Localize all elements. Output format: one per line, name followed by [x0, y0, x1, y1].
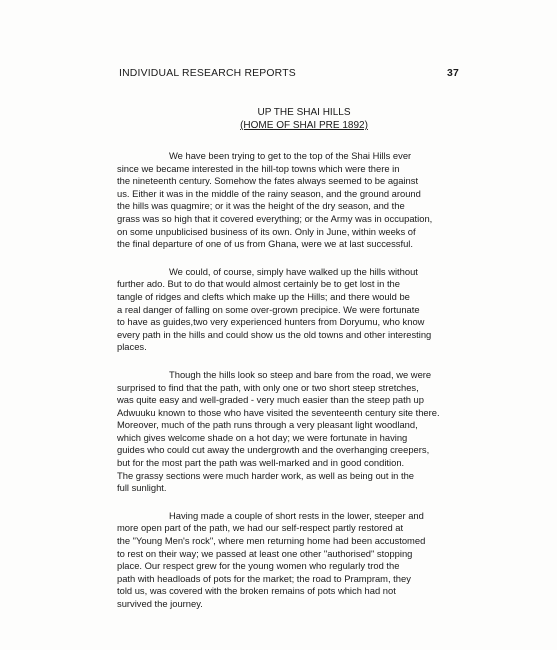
text-line: told us, was covered with the broken remains of pots which had not	[117, 585, 396, 597]
article-body	[117, 150, 497, 626]
title-line-1: UP THE SHAI HILLS	[257, 107, 351, 118]
text-line: every path in the hills and could show us the old towns and other interesting	[117, 328, 432, 340]
text-line: The grassy sections were much harder work, as well as being out in the	[117, 469, 415, 481]
text-line: guides who could cut away the undergrowth and the overhanging creepers,	[117, 444, 430, 456]
text-line: place. Our respect grew for the young women who regularly trod the	[117, 560, 400, 572]
text-line: on some unpublicised business of its own. Only in June, within weeks of	[117, 225, 416, 237]
text-line: Adwuuku known to those who have visited the seventeenth century site there.	[117, 406, 440, 418]
text-line: which gives welcome shade on a hot day; we were fortunate in having	[117, 431, 408, 443]
page-header	[119, 68, 459, 82]
text-line: Though the hills look so steep and bare from the road, we were	[169, 368, 432, 380]
text-line: grass was so high that it covered everything; or the Army was in occupation,	[117, 212, 433, 224]
text-line: but for the most part the path was well-marked and in good condition.	[117, 457, 405, 469]
text-line: We have been trying to get to the top of the Shai Hills ever	[169, 150, 412, 161]
text-line: us. Either it was in the middle of the rainy season, and the ground around	[117, 187, 421, 199]
text-line: surprised to find that the path, with only one or two short steep stretches,	[117, 381, 419, 393]
title-line-2: (HOME OF SHAI PRE 1892)	[240, 120, 368, 131]
text-line: more open part of the path, we had our self-respect partly restored at	[117, 522, 404, 534]
text-line: Having made a couple of short rests in the lower, steeper and	[169, 509, 424, 521]
running-title: INDIVIDUAL RESEARCH REPORTS	[119, 68, 296, 79]
paragraph-3	[117, 369, 497, 495]
text-line: the final departure of one of us from Ghana, were we at last successful.	[117, 238, 413, 250]
text-line: to have as guides,two very experienced hunters from Doryumu, who know	[117, 316, 425, 328]
text-line: full sunlight.	[117, 482, 167, 494]
text-line: path with headloads of pots for the market; the road to Prampram, they	[117, 572, 411, 584]
text-line: tangle of ridges and clefts which make up the Hills; and there would be	[117, 290, 410, 302]
text-line: places.	[117, 341, 147, 353]
text-line: Moreover, much of the path runs through a very pleasant light woodland,	[117, 419, 418, 431]
text-line: survived the journey.	[117, 598, 203, 609]
article-title	[119, 106, 489, 132]
text-line: further ado. But to do that would almost certainly be to get lost in the	[117, 278, 400, 290]
text-line: We could, of course, simply have walked up the hills without	[169, 265, 418, 277]
paragraph-4	[117, 510, 497, 611]
text-line: the hills was quagmire; or it was the height of the dry season, and the	[117, 200, 405, 212]
paragraph-1	[117, 150, 497, 251]
page-number: 37	[447, 68, 459, 79]
text-line: to rest on their way; we passed at least one other "authorised" stopping	[117, 547, 413, 559]
text-line: since we became interested in the hill-top towns which were there in	[117, 162, 400, 174]
text-line: the "Young Men's rock", where men returning home had been accustomed	[117, 535, 426, 547]
paragraph-2	[117, 266, 497, 354]
text-line: the nineteenth century. Somehow the fates always seemed to be against	[117, 175, 419, 187]
text-line: a real danger of falling on some over-grown precipice. We were fortunate	[117, 303, 420, 315]
text-line: was quite easy and well-graded - very much easier than the steep path up	[117, 394, 424, 406]
